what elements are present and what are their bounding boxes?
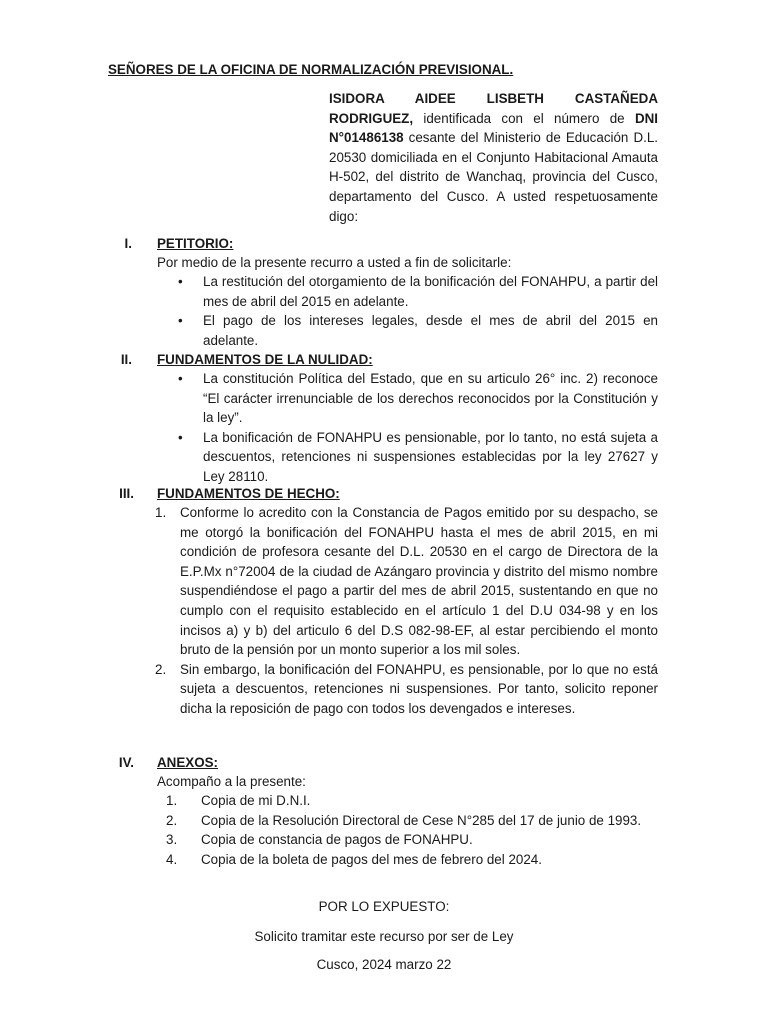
nulidad-list xyxy=(0,369,658,487)
hecho-list xyxy=(0,503,658,719)
section-title-anexos: ANEXOS: xyxy=(157,755,219,770)
list-item-text: La constitución Política del Estado, que en su articulo 26° inc. 2) reconoce “El carácter irrenunciable de los derechos reconocidos por la Constitución y la ley”. xyxy=(203,371,658,426)
document-heading: SEÑORES DE LA OFICINA DE NORMALIZACIÓN PREVISIONAL. xyxy=(108,62,514,77)
list-item-text: Copia de mi D.N.I. xyxy=(201,793,311,808)
anexos-intro: Acompaño a la presente: xyxy=(157,774,306,789)
list-item-text: La restitución del otorgamiento de la bonificación del FONAHPU, a partir del mes de abril del 2015 en adelante. xyxy=(203,274,658,309)
list-item-text: La bonificación de FONAHPU es pensionable, por lo tanto, no está sujeta a descuentos, retenciones ni suspensiones establecidas por la ley 27627 y Ley 28110. xyxy=(203,429,658,484)
petitorio-intro: Por medio de la presente recurro a usted a fin de solicitarle: xyxy=(157,255,512,270)
list-item xyxy=(155,660,658,719)
addressee-dni: DNI N°01486138 xyxy=(329,110,658,146)
section-title-petitorio: PETITORIO: xyxy=(157,236,234,251)
list-item xyxy=(203,311,658,350)
list-item-number: 2. xyxy=(155,661,167,677)
closing-expuesto: POR LO EXPUESTO: xyxy=(318,899,450,914)
anexos-list xyxy=(0,791,658,869)
section-title-hecho: FUNDAMENTOS DE HECHO: xyxy=(157,486,340,501)
section-number-anexos: IV. xyxy=(118,755,134,770)
section-number-nulidad: II. xyxy=(120,352,132,367)
addressee-name: ISIDORA AIDEE LISBETH CASTAÑEDA RODRIGUEZ, xyxy=(329,91,658,126)
section-title-nulidad: FUNDAMENTOS DE LA NULIDAD: xyxy=(157,352,373,367)
petitorio-list xyxy=(0,272,658,350)
closing-solicito: Solicito tramitar este recurso por ser de Ley xyxy=(254,929,514,944)
list-item-text: Copia de la boleta de pagos del mes de febrero del 2024. xyxy=(201,851,542,867)
list-item-text: Copia de la Resolución Directoral de Cese N°285 del 17 de junio de 1993. xyxy=(201,812,642,828)
section-number-hecho: III. xyxy=(119,486,134,501)
addressee-text-2: cesante del Ministerio de Educación D.L. 20530 domiciliada en el Conjunto Habitacional Amauta H-502, del distrito de Wanchaq, provincia del Cusco, departamento del Cusco. A usted respetuosamente digo: xyxy=(329,130,658,224)
list-item-text: El pago de los intereses legales, desde el mes de abril del 2015 en adelante. xyxy=(203,313,658,348)
list-item xyxy=(203,428,658,487)
list-item xyxy=(155,503,658,660)
list-item-number: 1. xyxy=(155,505,167,520)
list-item xyxy=(166,791,658,811)
list-item-number: 3. xyxy=(166,832,178,848)
list-item-number: 4. xyxy=(166,851,178,867)
list-item-number: 1. xyxy=(166,793,178,808)
list-item-number: 2. xyxy=(166,812,178,828)
list-item xyxy=(166,850,658,870)
list-item xyxy=(203,369,658,428)
addressee-block xyxy=(329,89,658,226)
addressee-text-1: identificada con el número de xyxy=(413,110,635,126)
section-number-petitorio: I. xyxy=(124,236,132,251)
list-item-text: Sin embargo, la bonificación del FONAHPU, es pensionable, por lo que no está sujeta a descuentos, retenciones ni suspensiones. Por tanto, solicito reponer dicha la reposición de pago con todos los devengados e intereses. xyxy=(180,661,658,716)
list-item xyxy=(166,830,658,850)
list-item-text: Copia de constancia de pagos de FONAHPU. xyxy=(201,832,473,848)
list-item xyxy=(166,811,658,831)
closing-date: Cusco, 2024 marzo 22 xyxy=(316,957,452,972)
list-item xyxy=(203,272,658,311)
list-item-text: Conforme lo acredito con la Constancia de Pagos emitido por su despacho, se me otorgó la bonificación del FONAHPU hasta el mes de abril 2015, en mi condición de profesora cesante del D.L. 20530 en el cargo de Directora de la E.P.Mx n°72004 de la ciudad de Azángaro provincia y distrito del mismo nombre suspendiéndose el pago a partir del mes de abril 2015, sustentando en que no cumplo con el requisito establecido en el artículo 1 del D.U 034-98 y en los incisos a) y b) del articulo 6 del D.S 082-98-EF, al estar percibiendo el monto bruto de la pensión por un monto superior a los mil soles. xyxy=(180,505,658,658)
